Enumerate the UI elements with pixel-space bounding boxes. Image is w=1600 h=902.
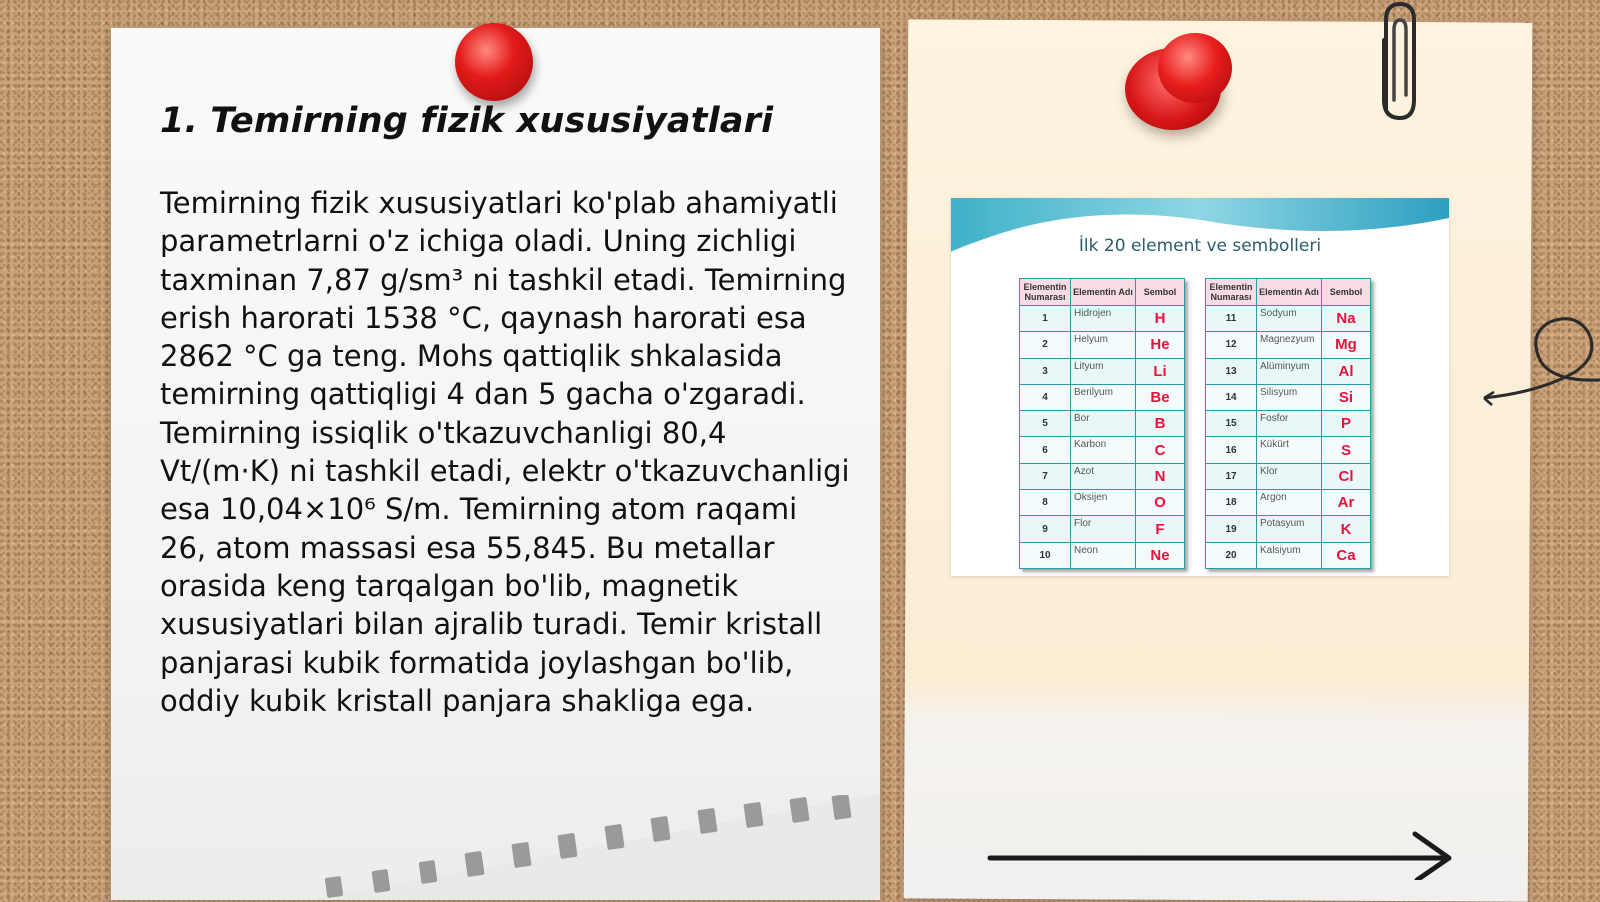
element-name: Hidrojen <box>1071 306 1136 332</box>
table-row <box>1206 306 1371 332</box>
table-row <box>1206 516 1371 542</box>
element-number: 16 <box>1206 437 1257 463</box>
element-number: 7 <box>1020 463 1071 489</box>
element-name: Helyum <box>1071 332 1136 358</box>
push-pin-icon <box>1158 33 1232 103</box>
element-symbol: Na <box>1322 306 1371 332</box>
element-name: Lityum <box>1071 358 1136 384</box>
element-symbol: B <box>1136 411 1185 437</box>
element-number: 13 <box>1206 358 1257 384</box>
table-row <box>1206 411 1371 437</box>
header-number: Elementin Numarası <box>1020 279 1071 306</box>
section-title: 1. Temirning fizik xususiyatlari <box>160 101 774 141</box>
table-row <box>1020 411 1185 437</box>
element-name: Flor <box>1071 516 1136 542</box>
element-name: Neon <box>1071 542 1136 568</box>
element-symbol: Be <box>1136 384 1185 410</box>
element-symbol: P <box>1322 411 1371 437</box>
header-name: Elementin Adı <box>1257 279 1322 306</box>
element-number: 12 <box>1206 332 1257 358</box>
table-row <box>1020 516 1185 542</box>
header-symbol: Sembol <box>1136 279 1185 306</box>
table-row <box>1020 542 1185 568</box>
push-pin-icon <box>455 23 533 101</box>
element-symbol: H <box>1136 306 1185 332</box>
element-name: Alüminyum <box>1257 358 1322 384</box>
element-number: 15 <box>1206 411 1257 437</box>
header-name: Elementin Adı <box>1071 279 1136 306</box>
element-name: Sodyum <box>1257 306 1322 332</box>
element-number: 11 <box>1206 306 1257 332</box>
element-name: Klor <box>1257 463 1322 489</box>
table-row <box>1206 490 1371 516</box>
element-name: Argon <box>1257 490 1322 516</box>
table-row <box>1206 463 1371 489</box>
element-name: Kalsiyum <box>1257 542 1322 568</box>
arrow-right-icon <box>985 830 1455 880</box>
paper-clip-icon <box>1372 0 1422 125</box>
table-row <box>1206 542 1371 568</box>
body-paragraph <box>160 184 850 720</box>
element-symbol: K <box>1322 516 1371 542</box>
element-number: 6 <box>1020 437 1071 463</box>
element-table-card <box>951 198 1449 576</box>
element-name: Potasyum <box>1257 516 1322 542</box>
element-symbol: C <box>1136 437 1185 463</box>
table-row <box>1020 463 1185 489</box>
element-number: 19 <box>1206 516 1257 542</box>
element-name: Oksijen <box>1071 490 1136 516</box>
element-symbol: O <box>1136 490 1185 516</box>
element-number: 5 <box>1020 411 1071 437</box>
table-row <box>1206 358 1371 384</box>
element-name: Magnezyum <box>1257 332 1322 358</box>
element-name: Azot <box>1071 463 1136 489</box>
torn-paper-edge <box>111 795 880 900</box>
table-row <box>1206 384 1371 410</box>
element-name: Karbon <box>1071 437 1136 463</box>
element-table-left <box>1019 278 1185 569</box>
string-doodle-icon <box>1480 310 1600 410</box>
element-number: 2 <box>1020 332 1071 358</box>
table-row <box>1020 306 1185 332</box>
element-number: 1 <box>1020 306 1071 332</box>
element-number: 3 <box>1020 358 1071 384</box>
element-symbol: S <box>1322 437 1371 463</box>
table-row <box>1206 332 1371 358</box>
element-symbol: Cl <box>1322 463 1371 489</box>
table-row <box>1020 384 1185 410</box>
element-symbol: F <box>1136 516 1185 542</box>
element-symbol: Ne <box>1136 542 1185 568</box>
wave-banner <box>951 198 1449 268</box>
element-table-right <box>1205 278 1371 569</box>
header-symbol: Sembol <box>1322 279 1371 306</box>
element-name: Berilyum <box>1071 384 1136 410</box>
element-number: 4 <box>1020 384 1071 410</box>
element-number: 10 <box>1020 542 1071 568</box>
table-row <box>1020 358 1185 384</box>
element-symbol: N <box>1136 463 1185 489</box>
table-row <box>1020 437 1185 463</box>
table-title: İlk 20 element ve sembolleri <box>1078 236 1322 256</box>
header-number: Elementin Numarası <box>1206 279 1257 306</box>
body-text: Temirning fizik xususiyatlari ko'plab ahamiyatli parametrlarni o'z ichiga oladi. Uning zichligi taxminan 7,87 g/sm³ ni tashkil etadi. Temirning erish harorati 1538 °C, qaynash harorati esa 2862 °C ga teng. Mohs qattiqlik shkalasida temirning qattiqligi 4 dan 5 gacha o'zgaradi. Temirning issiqlik o'tkazuvchanligi 80,4 Vt/(m·K) ni tashkil etadi, elektr o'tkazuvchanligi esa 10,04×10⁶ S/m. Temirning atom raqami 26, atom massasi esa 55,845. Bu metallar orasida keng tarqalgan bo'lib, magnetik xususiyatlari bilan ajralib turadi. Temir kristall panjarasi kubik formatida joylashgan bo'lib, oddiy kubik kristall panjara shakliga ega. <box>160 186 850 718</box>
element-name: Fosfor <box>1257 411 1322 437</box>
element-symbol: Ca <box>1322 542 1371 568</box>
element-symbol: Si <box>1322 384 1371 410</box>
element-number: 9 <box>1020 516 1071 542</box>
element-symbol: He <box>1136 332 1185 358</box>
table-row <box>1020 490 1185 516</box>
element-symbol: Li <box>1136 358 1185 384</box>
element-number: 17 <box>1206 463 1257 489</box>
element-symbol: Al <box>1322 358 1371 384</box>
element-number: 18 <box>1206 490 1257 516</box>
element-symbol: Mg <box>1322 332 1371 358</box>
table-row <box>1206 437 1371 463</box>
table-row <box>1020 332 1185 358</box>
element-number: 8 <box>1020 490 1071 516</box>
element-name: Bor <box>1071 411 1136 437</box>
element-name: Kükürt <box>1257 437 1322 463</box>
element-symbol: Ar <box>1322 490 1371 516</box>
element-name: Silisyum <box>1257 384 1322 410</box>
element-number: 20 <box>1206 542 1257 568</box>
element-number: 14 <box>1206 384 1257 410</box>
